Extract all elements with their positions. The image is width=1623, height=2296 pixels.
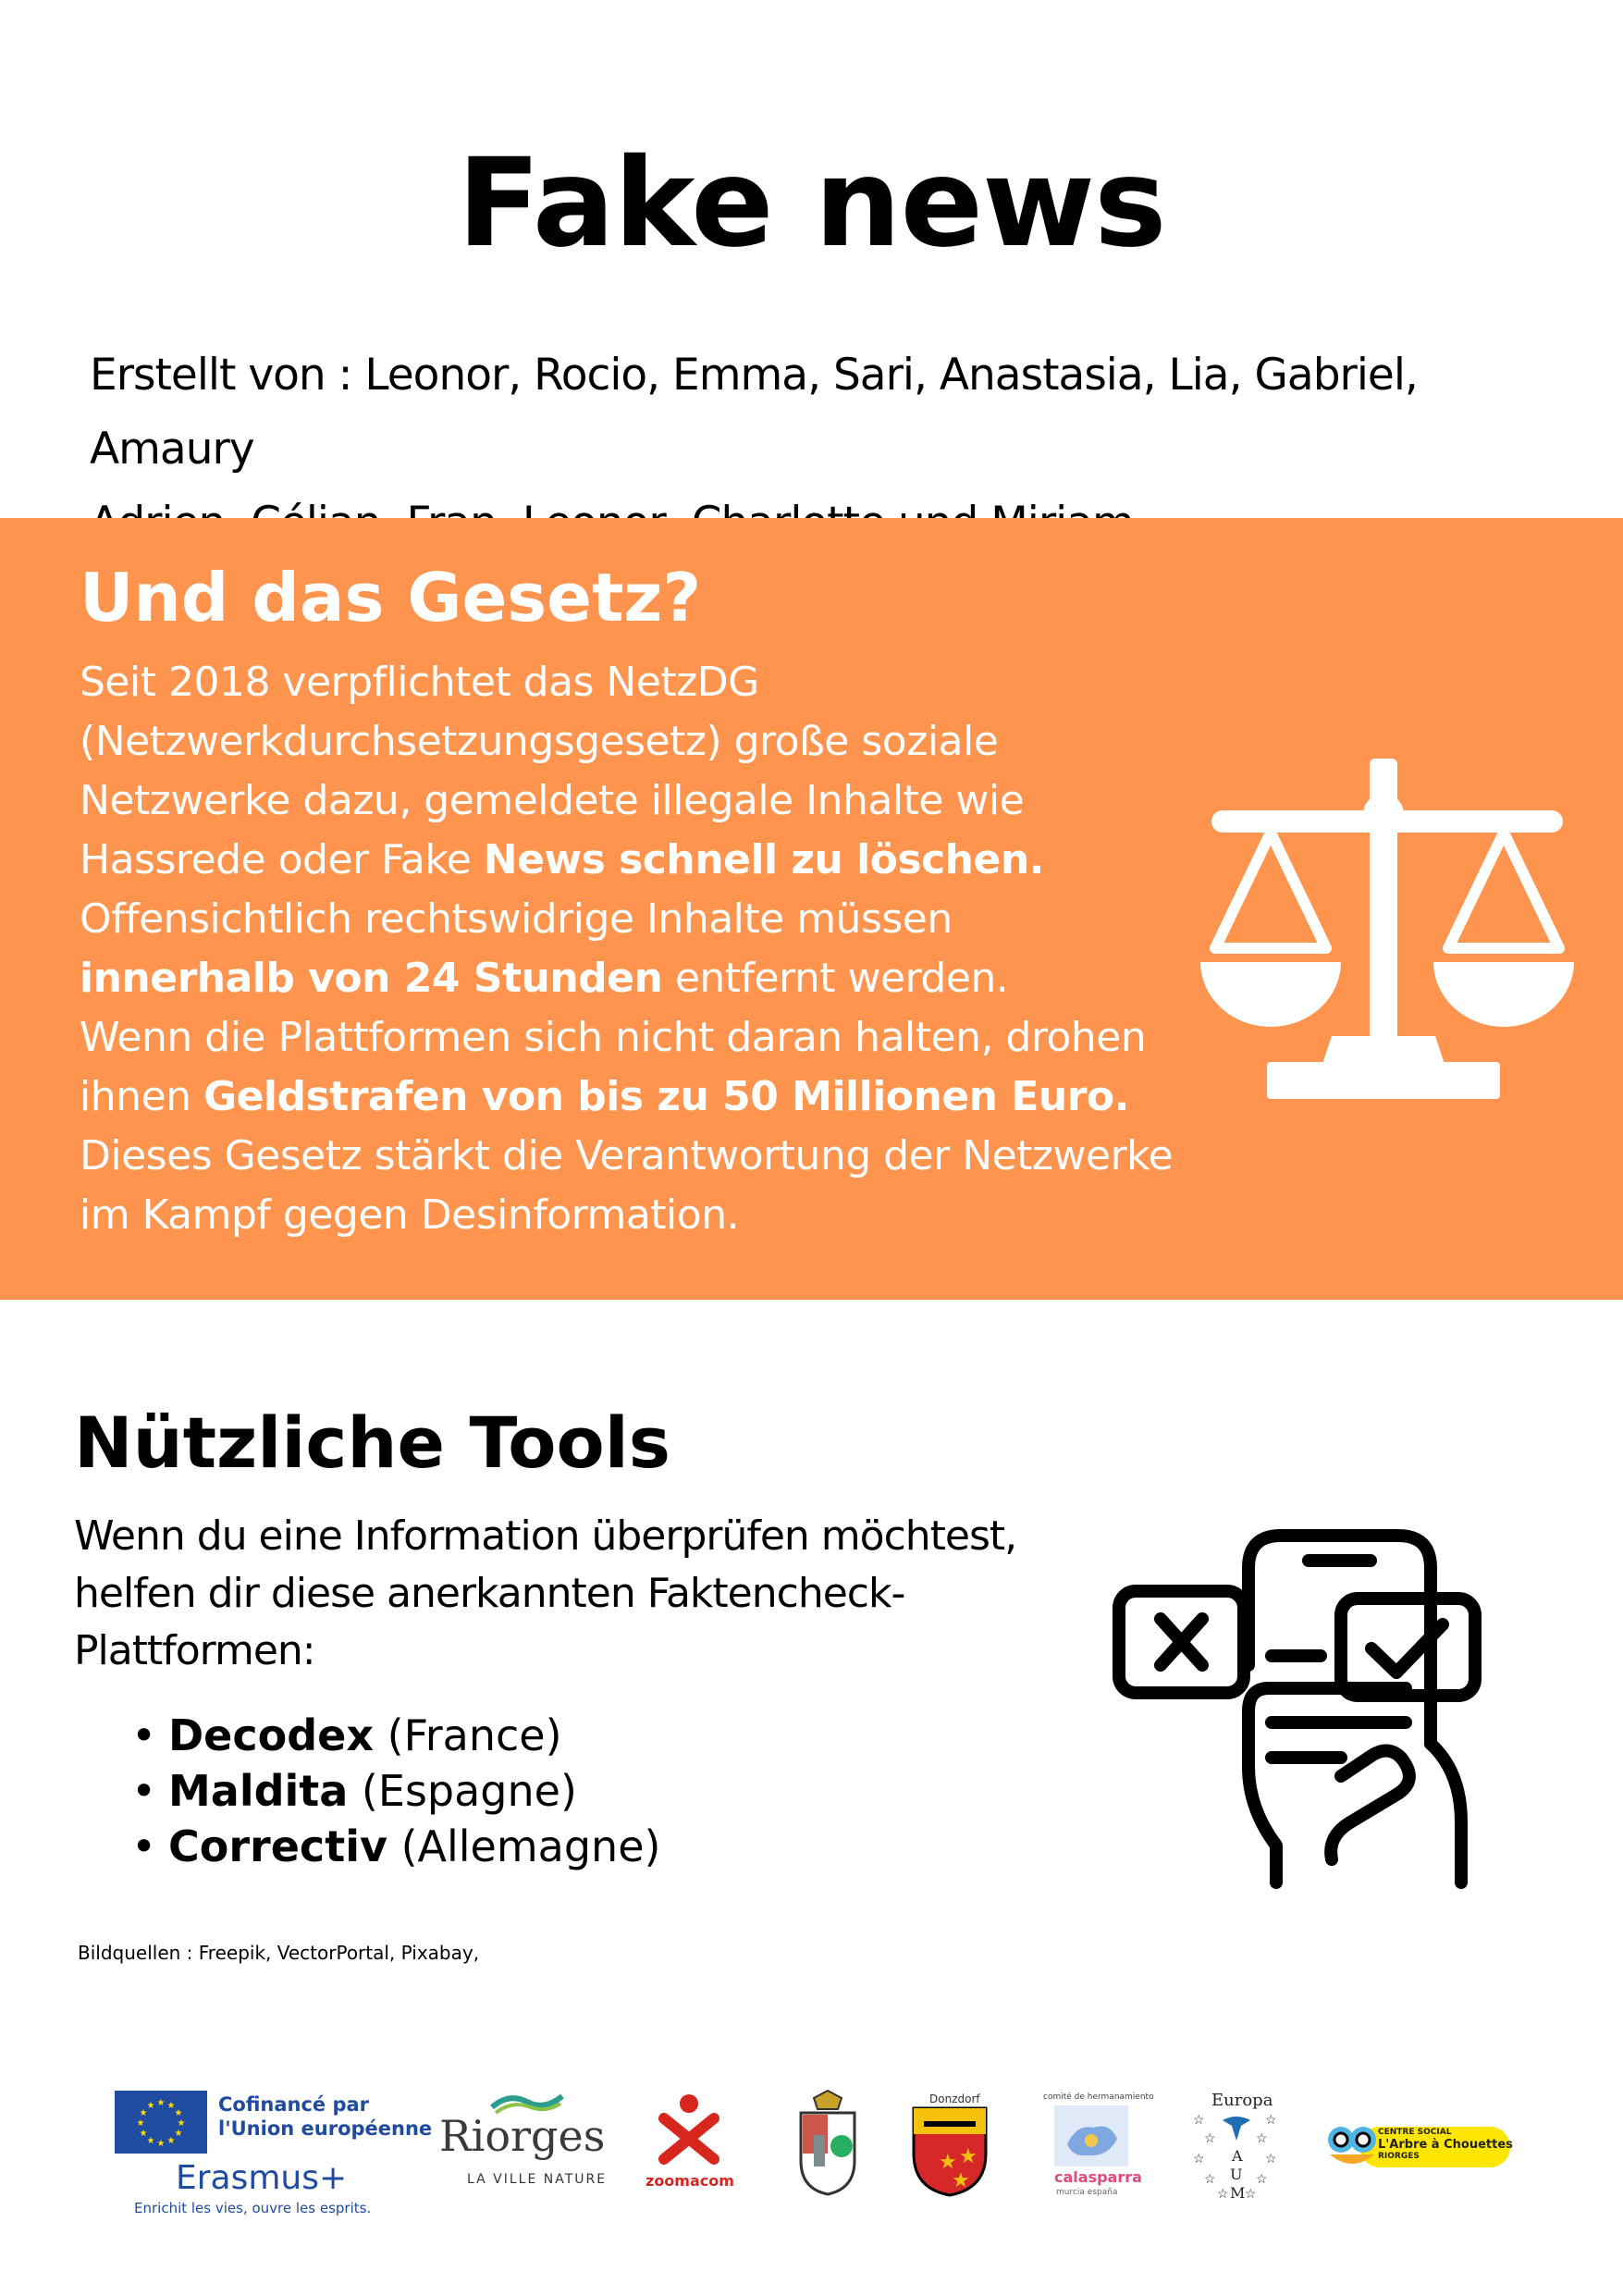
law-line bbox=[80, 949, 1282, 1008]
tool-name: Correctiv bbox=[168, 1821, 387, 1871]
tool-country: (Allemagne) bbox=[387, 1821, 661, 1871]
law-line: Seit 2018 verpflichtet das NetzDG bbox=[80, 659, 759, 706]
calasparra-header: comité de hermanamiento bbox=[1043, 2092, 1154, 2102]
tools-heading: Nützliche Tools bbox=[74, 1401, 670, 1484]
donzdorf-shield-icon bbox=[911, 2105, 989, 2198]
eu-line: l'Union européenne bbox=[218, 2117, 433, 2140]
svg-text:A: A bbox=[1232, 2147, 1243, 2165]
arbre-line: CENTRE SOCIAL bbox=[1378, 2128, 1452, 2137]
svg-text:★: ★ bbox=[136, 2118, 145, 2129]
svg-text:☆: ☆ bbox=[1256, 2172, 1268, 2187]
svg-text:M: M bbox=[1230, 2184, 1246, 2202]
eu-flag-logo bbox=[115, 2091, 207, 2154]
europa-label: Europa bbox=[1211, 2091, 1273, 2110]
scale-of-justice-icon bbox=[1193, 759, 1581, 1110]
svg-text:★: ★ bbox=[156, 2139, 166, 2149]
svg-text:☆: ☆ bbox=[1193, 2113, 1205, 2128]
tool-country: (France) bbox=[374, 1710, 562, 1760]
svg-text:☆: ☆ bbox=[1193, 2152, 1205, 2166]
tools-intro bbox=[74, 1508, 1091, 1680]
eu-cofunding-text bbox=[218, 2092, 432, 2141]
calasparra-logo: calasparra bbox=[1054, 2168, 1142, 2186]
tools-intro-line: Wenn du eine Information überprüfen möchtest, bbox=[74, 1512, 1017, 1560]
tools-list bbox=[131, 1708, 660, 1874]
law-line: Dieses Gesetz stärkt die Verantwortung der Netzwerke bbox=[80, 1132, 1174, 1179]
svg-text:☆: ☆ bbox=[1217, 2187, 1229, 2202]
tool-country: (Espagne) bbox=[348, 1766, 577, 1816]
law-body bbox=[80, 653, 1282, 1245]
law-line: Netzwerke dazu, gemeldete illegale Inhalte wie bbox=[80, 777, 1025, 824]
svg-text:★: ★ bbox=[146, 2101, 155, 2111]
arbre-line: L'Arbre à Chouettes bbox=[1378, 2138, 1513, 2152]
europa-aum-logo bbox=[1186, 2113, 1287, 2202]
donzdorf-label: Donzdorf bbox=[929, 2092, 980, 2105]
law-text: entfernt werden. bbox=[662, 955, 1009, 1002]
svg-text:★: ★ bbox=[146, 2136, 155, 2146]
svg-text:★: ★ bbox=[959, 2145, 977, 2168]
arbre-line: RIORGES bbox=[1378, 2152, 1420, 2161]
svg-text:☆: ☆ bbox=[1204, 2172, 1216, 2187]
image-sources: Bildquellen : Freepik, VectorPortal, Pixabay, bbox=[78, 1942, 480, 1964]
law-line: Wenn die Plattformen sich nicht daran halten, drohen bbox=[80, 1014, 1147, 1061]
tools-intro-line: Plattformen: bbox=[74, 1627, 315, 1674]
law-line: (Netzwerkdurchsetzungsgesetz) große soziale bbox=[80, 718, 999, 765]
svg-text:★: ★ bbox=[952, 2169, 970, 2192]
svg-text:★: ★ bbox=[156, 2098, 166, 2108]
calasparra-subtitle: murcia españa bbox=[1056, 2188, 1118, 2197]
law-emphasis: News schnell zu löschen. bbox=[483, 836, 1044, 883]
riorges-logo: Riorges bbox=[439, 2111, 606, 2161]
svg-text:☆: ☆ bbox=[1204, 2131, 1216, 2146]
svg-text:★: ★ bbox=[174, 2108, 183, 2118]
credits-line: Erstellt von : Leonor, Rocio, Emma, Sari, Anastasia, Lia, Gabriel, Amaury bbox=[90, 350, 1418, 475]
list-item bbox=[131, 1819, 660, 1874]
calasparra-map-icon bbox=[1054, 2105, 1128, 2166]
page-title: Fake news bbox=[457, 132, 1166, 275]
svg-text:★: ★ bbox=[939, 2151, 957, 2174]
tool-name: Decodex bbox=[168, 1710, 375, 1760]
svg-text:★: ★ bbox=[166, 2101, 176, 2111]
law-text: ihnen bbox=[80, 1073, 203, 1120]
law-line: Offensichtlich rechtswidrige Inhalte müssen bbox=[80, 895, 953, 943]
law-heading: Und das Gesetz? bbox=[80, 559, 702, 636]
erasmus-logo: Erasmus+ bbox=[176, 2159, 348, 2197]
svg-text:☆: ☆ bbox=[1256, 2131, 1268, 2146]
law-line bbox=[80, 831, 1282, 890]
law-text: Hassrede oder Fake bbox=[80, 836, 484, 883]
svg-text:★: ★ bbox=[139, 2108, 148, 2118]
zoomacom-logo: zoomacom bbox=[646, 2172, 734, 2190]
fact-check-phone-icon bbox=[1110, 1526, 1498, 1896]
law-emphasis: Geldstrafen von bis zu 50 Millionen Euro. bbox=[203, 1073, 1129, 1120]
law-emphasis: innerhalb von 24 Stunden bbox=[80, 955, 663, 1002]
svg-text:☆: ☆ bbox=[1265, 2152, 1277, 2166]
coat-of-arms-icon bbox=[795, 2089, 860, 2198]
svg-text:★: ★ bbox=[174, 2129, 183, 2139]
tools-intro-line: helfen dir diese anerkannten Faktencheck- bbox=[74, 1570, 905, 1617]
arbre-a-chouettes-text bbox=[1378, 2128, 1513, 2162]
list-item bbox=[131, 1763, 660, 1819]
svg-text:★: ★ bbox=[139, 2129, 148, 2139]
svg-text:☆: ☆ bbox=[1265, 2113, 1277, 2128]
list-item bbox=[131, 1708, 660, 1763]
tool-name: Maldita bbox=[168, 1766, 349, 1816]
svg-text:★: ★ bbox=[177, 2118, 186, 2129]
law-line: im Kampf gegen Desinformation. bbox=[80, 1191, 740, 1239]
zoomacom-figure-icon bbox=[657, 2092, 721, 2168]
svg-text:☆: ☆ bbox=[1245, 2187, 1257, 2202]
riorges-tagline: LA VILLE NATURE bbox=[467, 2172, 608, 2187]
law-line bbox=[80, 1068, 1282, 1127]
eu-line: Cofinancé par bbox=[218, 2093, 370, 2116]
svg-text:★: ★ bbox=[166, 2136, 176, 2146]
svg-text:U: U bbox=[1230, 2166, 1243, 2183]
erasmus-tagline: Enrichit les vies, ouvre les esprits. bbox=[134, 2200, 372, 2216]
